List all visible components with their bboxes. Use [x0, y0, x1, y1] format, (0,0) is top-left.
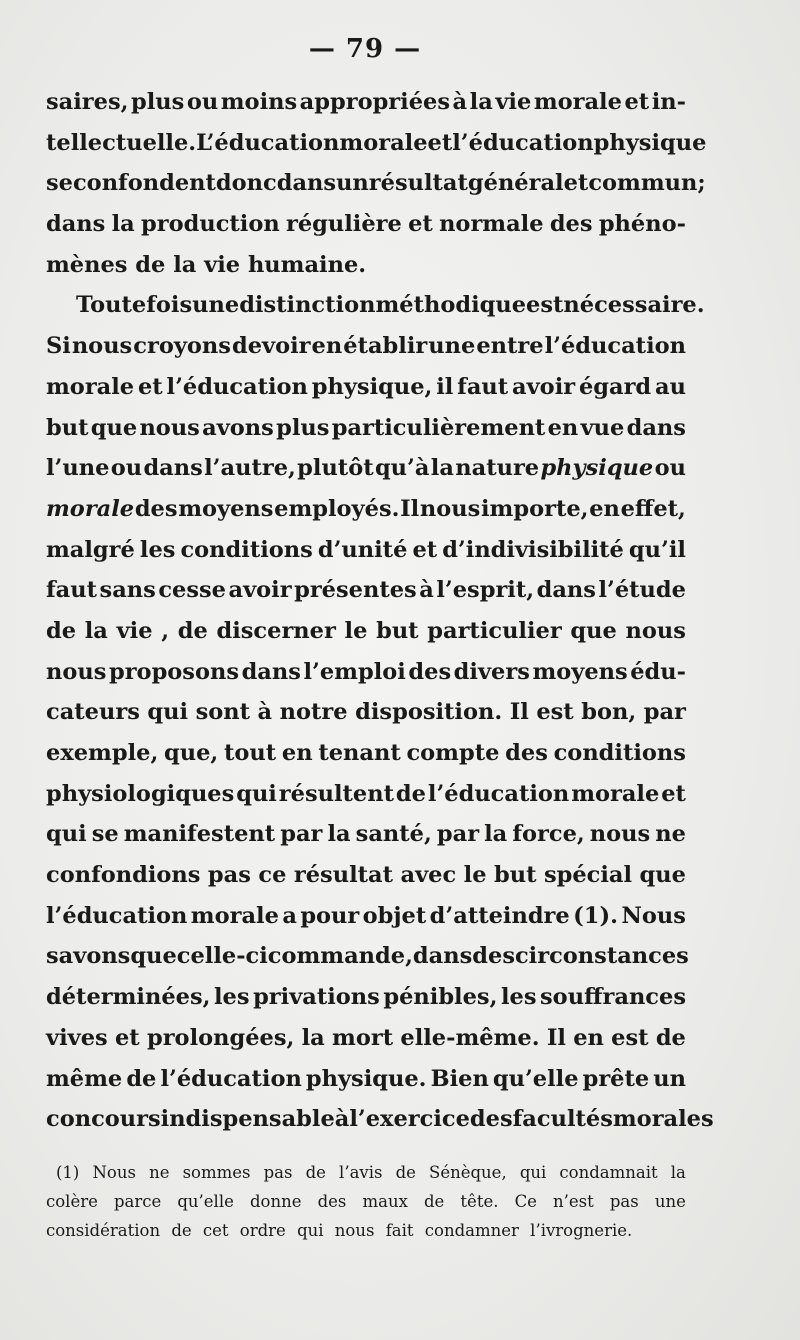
text-line: Si nous croyons devoir en établir une entre l’éducation — [46, 333, 686, 360]
text-line: tellectuelle. L’éducation morale et l’éducation physique — [46, 129, 707, 156]
text-line: même de l’éducation physique. Bien qu’elle prête un — [46, 1065, 686, 1092]
text-line: but que nous avons plus particulièrement en vue dans — [46, 414, 686, 441]
text-line: Toutefois une distinction méthodique est nécessaire. — [76, 292, 705, 319]
text-line: malgré les conditions d’unité et d’indivisibilité qu’il — [46, 536, 686, 563]
footnote-line: (1) Nous ne sommes pas de l’avis de Sénèque, qui condamnait la — [56, 1163, 686, 1182]
text-line: dans la production régulière et normale des phéno- — [46, 211, 686, 238]
text-line: morale des moyens employés. Il nous importe, en effet, — [46, 495, 686, 522]
body-text — [46, 82, 714, 1140]
text-line: exemple, que, tout en tenant compte des conditions — [46, 740, 686, 766]
text-line: cateurs qui sont à notre disposition. Il est bon, par — [46, 699, 686, 726]
text-line: se confondent donc dans un résultat général et commun; — [46, 170, 706, 197]
footnote-line: considération de cet ordre qui nous fait condamner l’ivrognerie. — [46, 1221, 633, 1240]
text-line: savons que celle-ci commande, dans des circonstances — [46, 943, 689, 970]
text-line: déterminées, les privations pénibles, les souffrances — [46, 984, 686, 1011]
text-line: faut sans cesse avoir présentes à l’esprit, dans l’étude — [46, 577, 686, 604]
text-line: l’éducation morale a pour objet d’atteindre (1). Nous — [46, 902, 686, 929]
text-line: qui se manifestent par la santé, par la force, nous ne — [46, 821, 686, 848]
text-line: vives et prolongées, la mort elle-même. Il en est de — [46, 1024, 686, 1051]
text-line: morale et l’éducation physique, il faut avoir égard au — [46, 373, 686, 400]
text-line: de la vie , de discerner le but particulier que nous — [46, 617, 686, 644]
text-line: saires, plus ou moins appropriées à la vie morale et in- — [46, 89, 686, 115]
text-line: physiologiques qui résultent de l’éducation morale et — [46, 780, 686, 807]
footnote-line: colère parce qu’elle donne des maux de tête. Ce n’est pas une — [46, 1192, 686, 1211]
text-line: nous proposons dans l’emploi des divers moyens édu- — [46, 658, 686, 685]
text-line: l’une ou dans l’autre, plutôt qu’à la nature physique ou — [46, 455, 686, 482]
page-number: — 79 — — [308, 34, 422, 64]
text-line: concours indispensable à l’exercice des facultés morales — [46, 1106, 714, 1133]
text-line: mènes de la vie humaine. — [46, 251, 367, 278]
footnote — [46, 1158, 686, 1245]
text-line: confondions pas ce résultat avec le but spécial que — [46, 862, 686, 889]
